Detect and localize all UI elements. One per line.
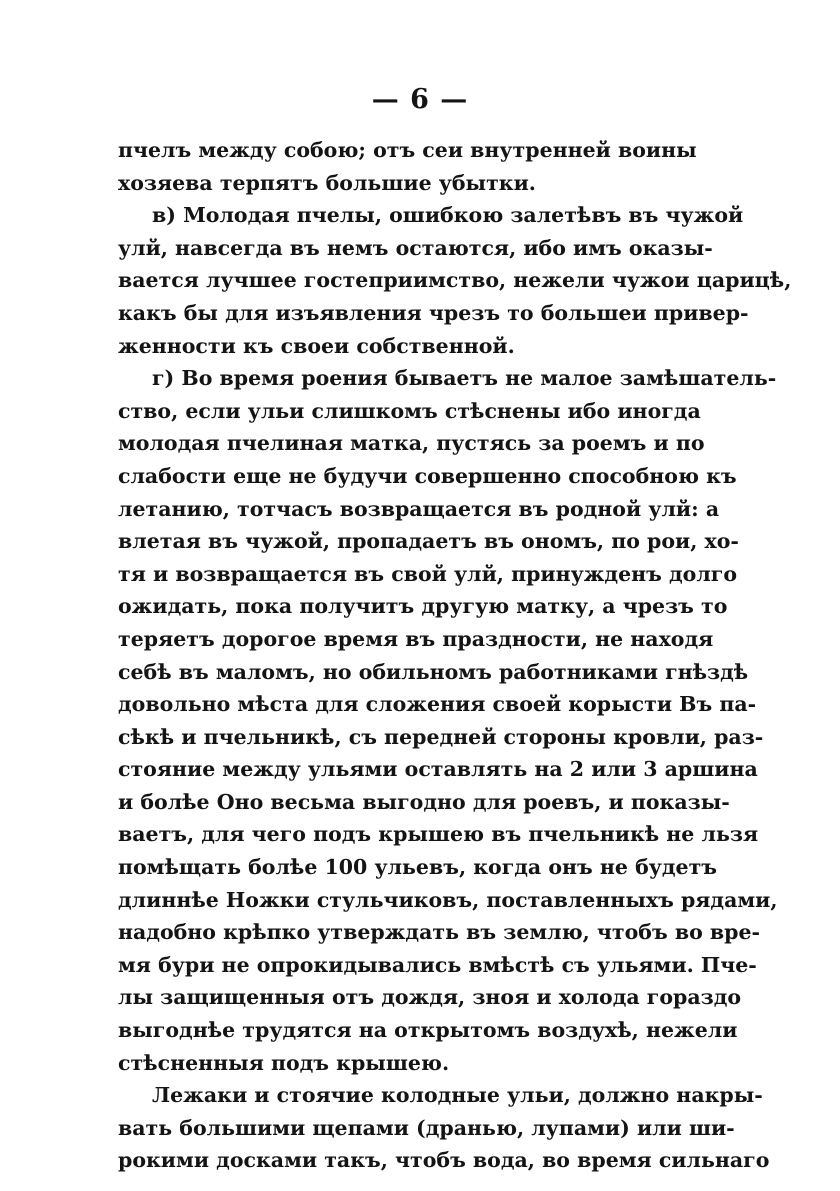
text-line: надобно крѣпко утверждать въ землю, чтобъ во вре- xyxy=(118,920,761,945)
text-line: сѣкѣ и пчельникѣ, съ передней стороны кровли, раз- xyxy=(118,724,764,749)
text-line: тя и возвращается въ свой улй, принужденъ долго xyxy=(118,561,738,586)
text-line: выгоднѣе трудятся на открытомъ воздухѣ, нежели xyxy=(118,1018,738,1043)
text-line: пчелъ между собою; отъ сеи внутренней воины xyxy=(118,138,697,162)
text-line: вать большими щепами (дранью, лупами) или ши- xyxy=(118,1115,735,1140)
text-line: стояние между ульями оставлять на 2 или 3 аршина xyxy=(118,757,758,782)
text-line: теряетъ дорогое время въ праздности, не находя xyxy=(118,626,714,651)
text-line: ваетъ, для чего подъ крышею въ пчельникѣ не льзя xyxy=(118,822,759,847)
text-line: довольно мѣста для сложения своей корысти Въ па- xyxy=(118,692,757,717)
text-line: в) Молодая пчелы, ошибкою залетѣвъ въ чужой xyxy=(152,203,744,228)
text-line: стѣсненныя подъ крышею. xyxy=(118,1050,450,1075)
text-line: слабости еще не будучи совершенно способною къ xyxy=(118,463,737,488)
text-line: Лежаки и стоячие колодные ульи, должно накры- xyxy=(152,1083,763,1108)
text-line: молодая пчелиная матка, пустясь за роемъ и по xyxy=(118,431,705,456)
text-line: влетая въ чужой, пропадаетъ въ ономъ, по рои, хо- xyxy=(118,529,739,554)
text-line: и болѣе Оно весьма выгодно для роевъ, и показы- xyxy=(118,789,730,814)
text-line: улй, навсегда въ немъ остаются, ибо имъ оказы- xyxy=(118,235,713,260)
text-line: хозяева терпятъ большие убытки. xyxy=(118,170,536,195)
text-line: какъ бы для изъявления чрезъ то большеи привер- xyxy=(118,300,749,325)
text-line: ожидать, пока получитъ другую матку, а чрезъ то xyxy=(118,594,728,619)
text-line: г) Во время роения бываетъ не малое замѣшатель- xyxy=(152,366,777,391)
text-line: вается лучшее гостеприимство, нежели чужои царицѣ, xyxy=(118,268,792,293)
text-line: летанию, тотчасъ возвращается въ родной улй: а xyxy=(118,496,720,521)
text-line: лы защищенныя отъ дождя, зноя и холода гораздо xyxy=(118,985,742,1010)
text-line: длиннѣе Ножки стульчиковъ, поставленныхъ рядами, xyxy=(118,887,778,912)
text-line: себѣ въ маломъ, но обильномъ работниками гнѣздѣ xyxy=(118,659,749,684)
text-line: рокими досками такъ, чтобъ вода, во время сильнаго xyxy=(118,1148,770,1173)
page-number: — 6 — xyxy=(371,84,469,115)
text-line: помѣщать болѣе 100 ульевъ, когда онъ не будетъ xyxy=(118,855,717,880)
text-line: ство, если ульи слишкомъ стѣснены ибо иногда xyxy=(118,398,701,423)
text-line: мя бури не опрокидывались вмѣстѣ съ ульями. Пче- xyxy=(118,952,757,977)
text-line: женности къ своеи собственной. xyxy=(118,333,515,358)
page-body-text xyxy=(118,134,792,1177)
